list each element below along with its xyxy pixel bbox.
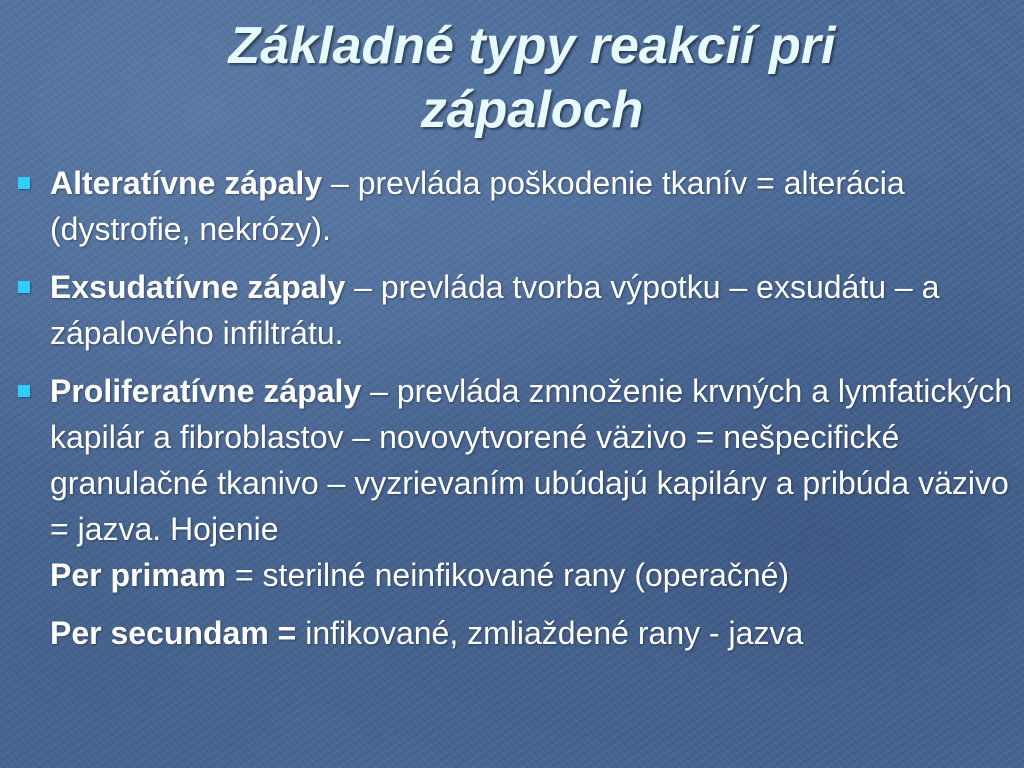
bullet-term: Proliferatívne zápaly bbox=[50, 373, 362, 409]
sub-line-per-secundam bbox=[50, 610, 1014, 656]
sub-line-term: Per secundam = bbox=[50, 615, 297, 651]
square-bullet-icon bbox=[18, 281, 30, 293]
sub-line-text: = sterilné neinfikované rany (operačné) bbox=[226, 557, 790, 593]
square-bullet-icon bbox=[18, 385, 30, 397]
bullet-item-alterative bbox=[14, 160, 1014, 252]
bullet-term: Exsudatívne zápaly bbox=[50, 269, 346, 305]
slide-title-line-2: zápaloch bbox=[420, 81, 644, 139]
bullet-list bbox=[14, 160, 1014, 668]
bullet-text: – prevláda tvorba výpotku – exsudátu – a zápalového infiltrátu. bbox=[50, 269, 940, 351]
bullet-text: – prevláda zmnoženie krvných a lymfatických kapilár a fibroblastov – novovytvorené väzivo = nešpecifické granulačné tkanivo – vyzrievaním ubúdajú kapiláry a pribúda väzivo = jazva. Hojenie bbox=[50, 373, 1013, 547]
slide-title-line-1: Základné typy reakcií pri bbox=[228, 17, 836, 75]
sub-line-term: Per primam bbox=[50, 557, 227, 593]
slide-title bbox=[40, 14, 1024, 142]
square-bullet-icon bbox=[18, 177, 30, 189]
bullet-text: – prevláda poškodenie tkanív = alterácia (dystrofie, nekrózy). bbox=[50, 165, 905, 247]
sub-line-per-primam bbox=[50, 552, 1014, 598]
bullet-term: Alteratívne zápaly bbox=[50, 165, 323, 201]
bullet-item-proliferative bbox=[14, 368, 1014, 656]
sub-line-text: infikované, zmliaždené rany - jazva bbox=[296, 615, 804, 651]
bullet-item-exudative bbox=[14, 264, 1014, 356]
